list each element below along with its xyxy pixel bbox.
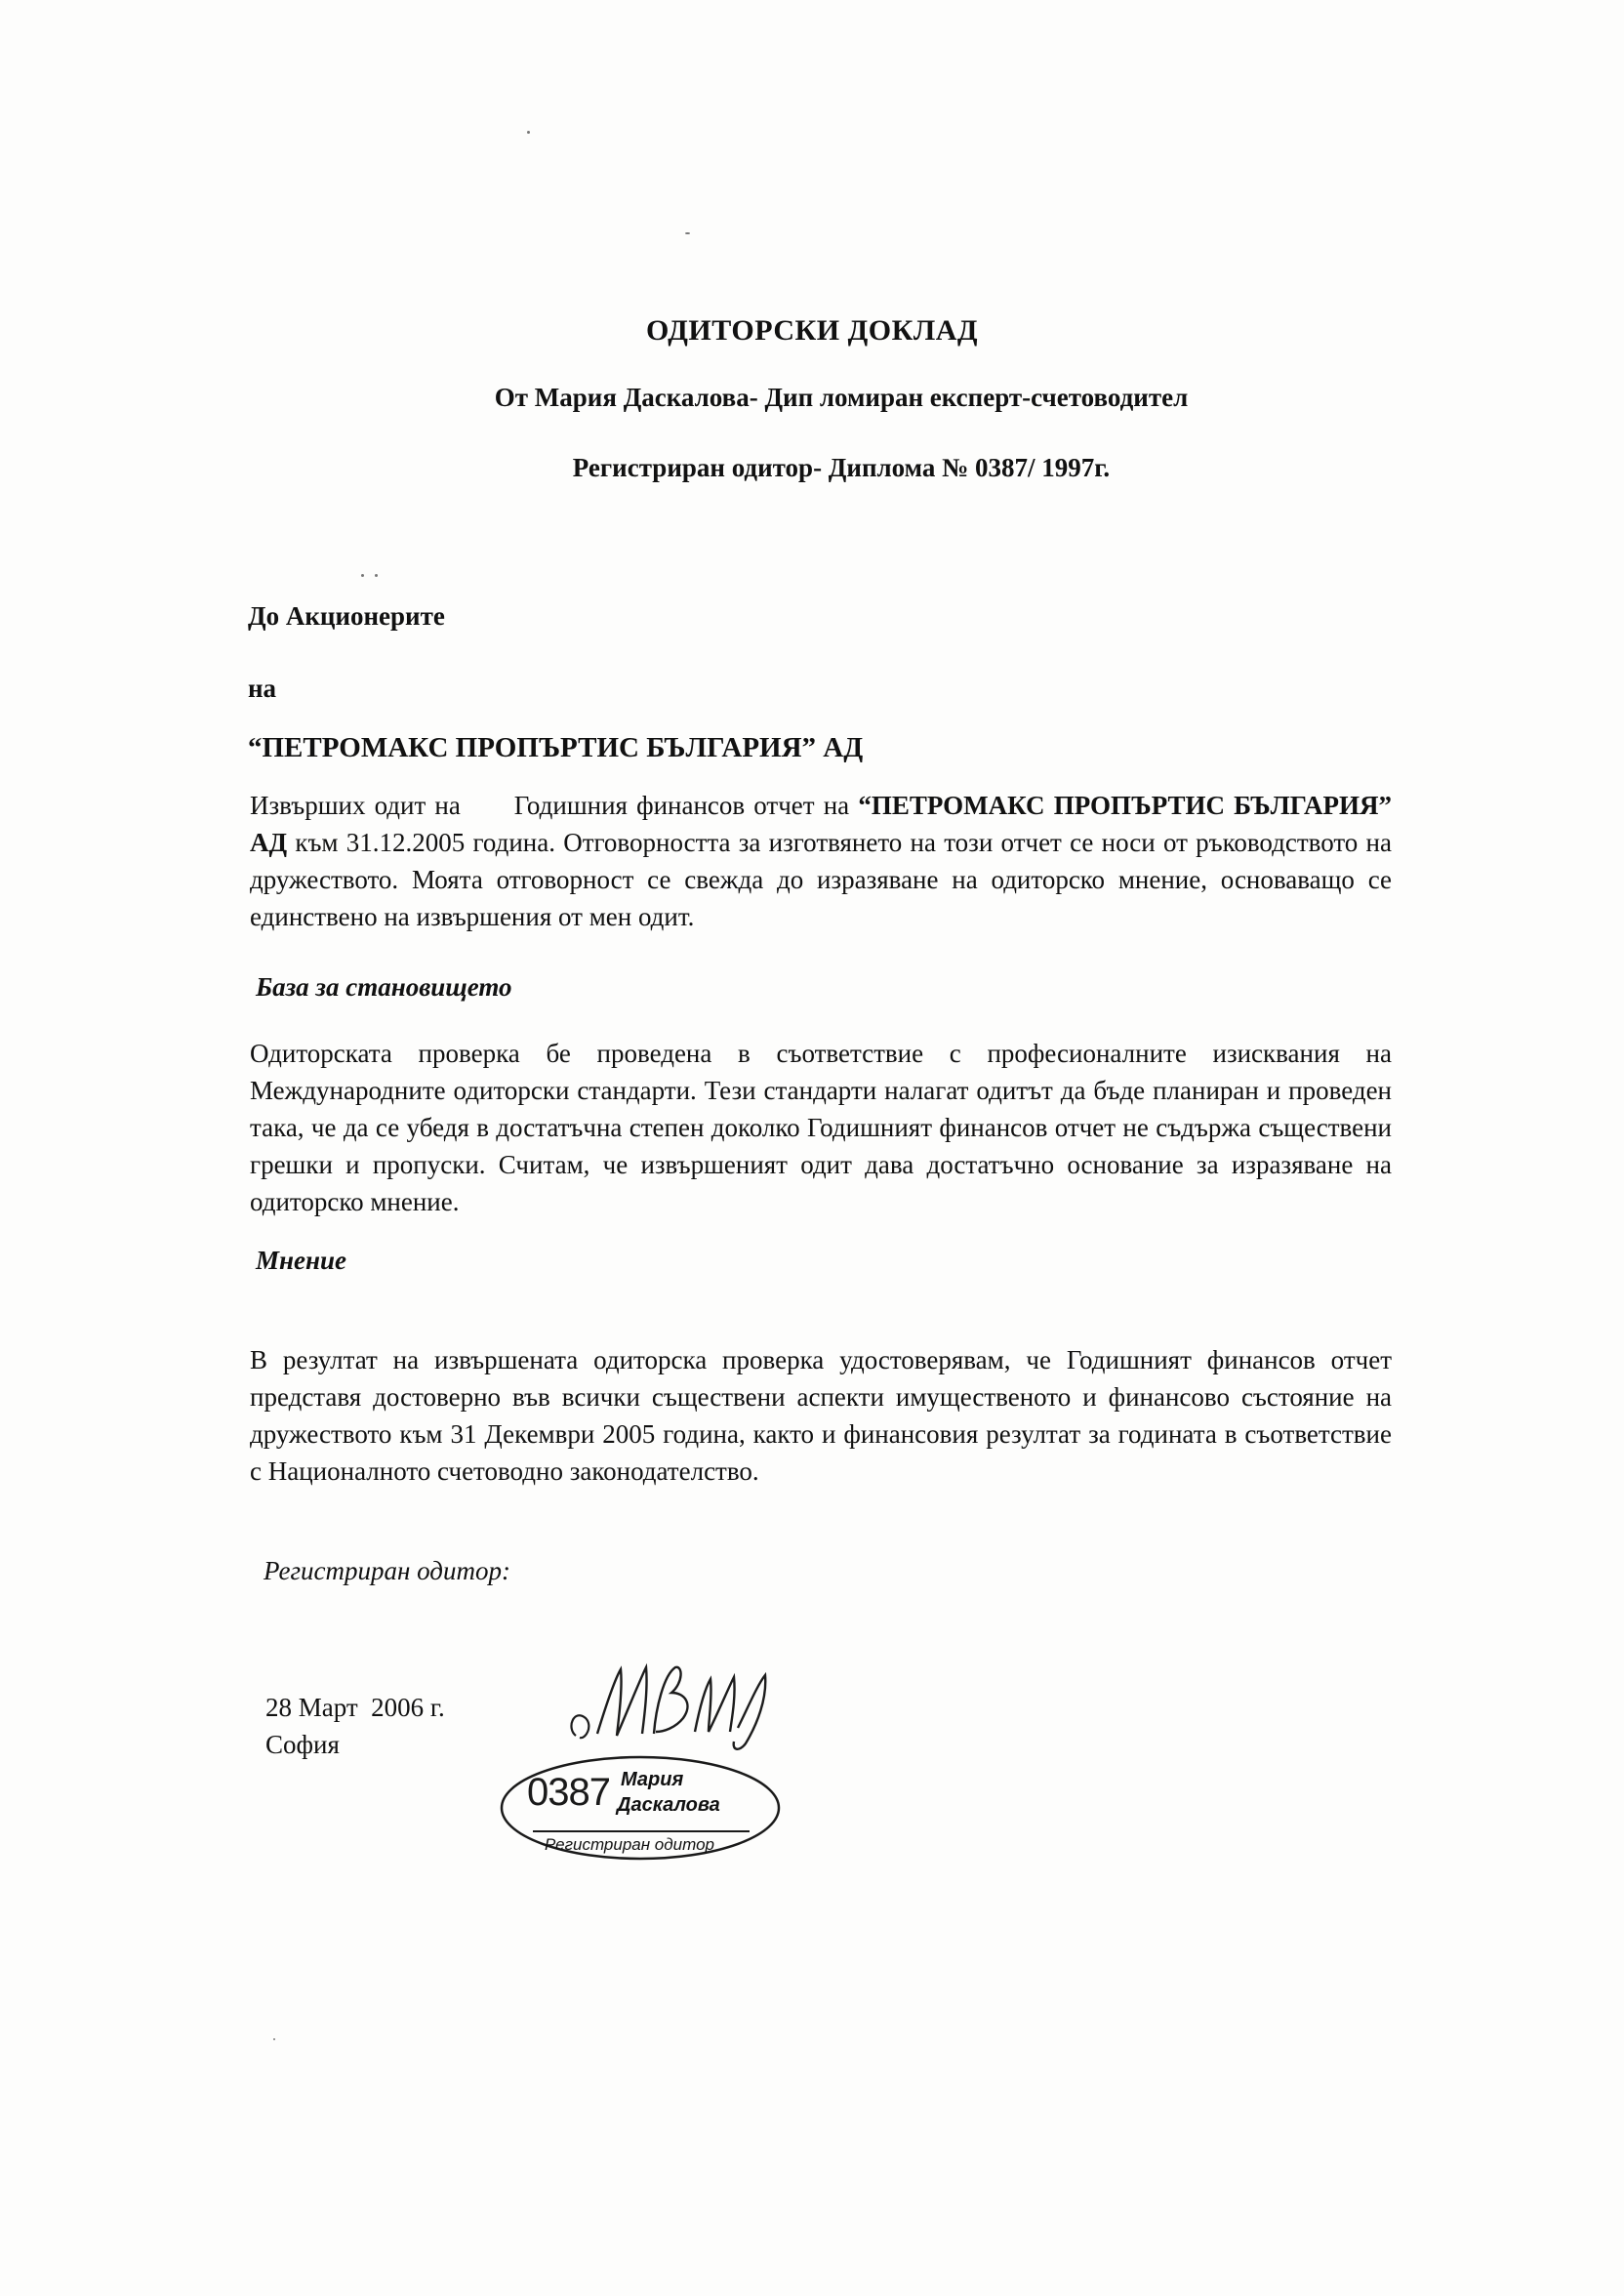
- report-place: София: [265, 1730, 340, 1759]
- intro-paragraph: [250, 787, 1392, 935]
- handwritten-signature: [547, 1650, 800, 1757]
- document-title: ОДИТОРСКИ ДОКЛАД: [645, 314, 979, 347]
- scan-speck: [273, 2038, 275, 2040]
- stamp-name-first: Мария: [621, 1769, 684, 1790]
- intro-company-name: “ПЕТРОМАКС ПРОПЪРТИС БЪЛГАРИЯ” АД: [250, 791, 1392, 857]
- company-name: “ПЕТРОМАКС ПРОПЪРТИС БЪЛГАРИЯ” АД: [248, 732, 864, 763]
- addressee-line: До Акционерите: [248, 601, 445, 631]
- scan-speck: [527, 131, 530, 134]
- opinion-heading: Мнение: [256, 1246, 346, 1275]
- scan-speck: [685, 232, 690, 234]
- opinion-paragraph: В резултат на извършената одиторска проверка удостоверявам, че Годишният финансов отчет представя достоверно във всички съществени аспекти имущественото и финансово състояние на дружеството към 31 Декември 2005 година, както и финансовия резултат за годината в съответствие с Националното счетоводно законодателство.: [250, 1345, 1392, 1486]
- intro-text-end: към 31.12.2005 година. Отговорността за изготвянето на този отчет се носи от ръководството на дружеството. Моята отговорност се свежда до изразяване на одиторско мнение, основаващо се единствено на извършения от мен одит.: [250, 828, 1392, 931]
- registration-line: Регистриран одитор- Диплома № 0387/ 1997г.: [572, 453, 1111, 482]
- stamp-name-last: Даскалова: [617, 1794, 720, 1816]
- auditor-line: От Мария Даскалова- Дип ломиран експерт-счетоводител: [494, 383, 1189, 412]
- date-place-block: [265, 1689, 445, 1763]
- addressee-preposition: на: [248, 674, 277, 703]
- scan-speck: [375, 574, 378, 577]
- stamp-caption: Регистриран одитор: [545, 1835, 714, 1854]
- intro-text-start: Извърших одит на Годишния финансов отчет на: [250, 791, 859, 820]
- scan-speck: [361, 574, 364, 577]
- stamp-number: 0387: [527, 1771, 610, 1814]
- report-date: 28 Март 2006 г.: [265, 1693, 445, 1722]
- auditor-stamp: [494, 1747, 787, 1874]
- signature-label: Регистриран одитор:: [264, 1556, 510, 1585]
- basis-heading: База за становището: [256, 972, 512, 1002]
- basis-paragraph: Одиторската проверка бе проведена в съответствие с професионалните изисквания на Международните одиторски стандарти. Тези стандарти налагат одитът да бъде планиран и проведен така, че да се убедя в достатъчна степен доколко Годишният финансов отчет не съдържа съществени грешки и пропуски. Считам, че извършеният одит дава достатъчно основание за изразяване на одиторско мнение.: [250, 1039, 1392, 1216]
